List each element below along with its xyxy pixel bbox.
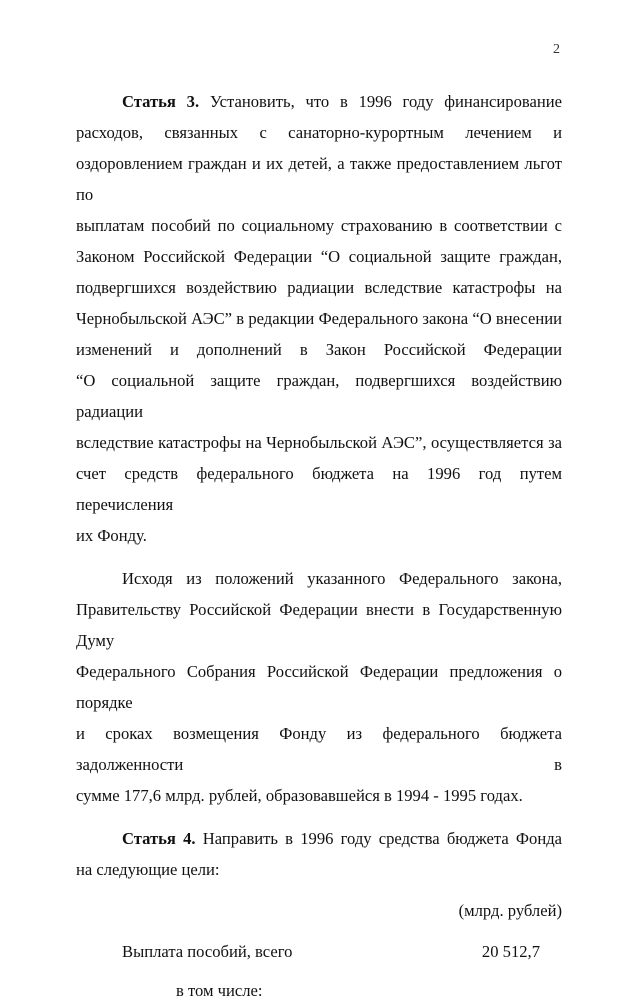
table-subheading (76, 975, 562, 1006)
text-line: оздоровлением граждан и их детей, а также предоставлением льгот по (76, 154, 562, 204)
text-line: Федерального Собрания Российской Федерации предложения о порядке (76, 662, 562, 712)
text-line: Установить, что в 1996 году финансирование (209, 92, 562, 111)
row-value: 20 512,7 (481, 942, 540, 961)
article-4-first-line (76, 823, 562, 854)
text-line: Чернобыльской АЭС” в редакции Федерального закона “О внесении (76, 309, 562, 328)
table-row (76, 936, 562, 967)
text-line: и сроках возмещения Фонду из федерального бюджета задолженности в (76, 724, 562, 774)
paragraph-gap (76, 551, 562, 563)
text-line: Законом Российской Федерации “О социальной защите граждан, (76, 247, 562, 266)
row-label: Выплата пособий, всего (122, 942, 293, 961)
text-line: расходов, связанных с санаторно-курортным лечением и (76, 123, 562, 142)
article-3-first-line (76, 86, 562, 117)
text-line: на следующие цели: (76, 860, 220, 879)
funding-paragraph (76, 563, 562, 811)
text-line: подвергшихся воздействию радиации вследствие катастрофы на (76, 278, 562, 297)
text-line: Исходя из положений указанного Федерального закона, (122, 569, 562, 588)
page-number: 2 (553, 42, 560, 57)
text-line: “О социальной защите граждан, подвергшихся воздействию радиации (76, 371, 562, 421)
text-line: Направить в 1996 году средства бюджета Фонда (202, 829, 563, 848)
paragraph-gap (76, 811, 562, 823)
article-4-paragraph (76, 823, 562, 885)
text-line: выплатам пособий по социальному страхованию в соответствии с (76, 216, 562, 235)
text-line: вследствие катастрофы на Чернобыльской АЭС”, осуществляется за (76, 433, 562, 452)
text-line: Правительству Российской Федерации внести в Государственную Думу (76, 600, 562, 650)
text-line: счет средств федерального бюджета на 1996 год путем перечисления (76, 464, 562, 514)
units-label: (млрд. рублей) (458, 901, 562, 920)
article-3-paragraph (76, 86, 562, 551)
text-line: их Фонду. (76, 526, 147, 545)
text-line: сумме 177,6 млрд. рублей, образовавшейся в 1994 - 1995 годах. (76, 786, 523, 805)
article-3-heading: Статья 3. (122, 92, 200, 111)
article-4-heading: Статья 4. (122, 829, 196, 848)
document-body (76, 86, 562, 1006)
text-line: изменений и дополнений в Закон Российской Федерации (76, 340, 562, 359)
sub-label: в том числе: (176, 981, 263, 1000)
